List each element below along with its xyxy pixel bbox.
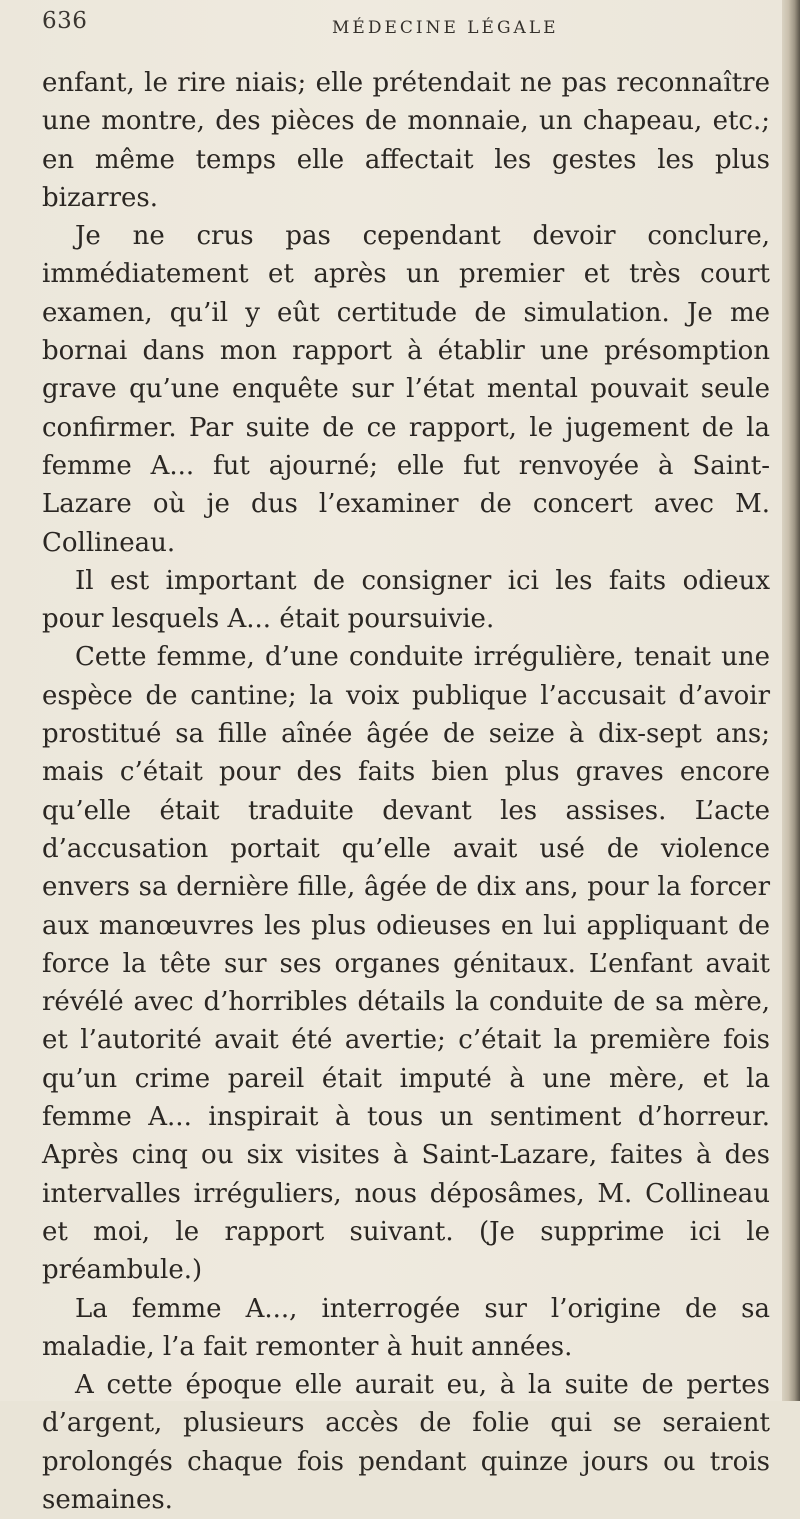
page-header (42, 8, 772, 48)
running-title: MÉDECINE LÉGALE (332, 18, 559, 38)
paragraph: enfant, le rire niais; elle prétendait ne pas reconnaître une montre, des pièces de monnaie, un chapeau, etc.; en même temps elle affectait les gestes les plus bizarres. (42, 68, 770, 213)
page-edge-shadow (782, 0, 800, 1401)
page-number: 636 (42, 8, 88, 34)
paragraph: Il est important de consigner ici les faits odieux pour lesquels A... était poursuivie. (42, 565, 770, 635)
paragraph: La femme A..., interrogée sur l’origine de sa maladie, l’a fait remonter à huit années. (42, 1293, 770, 1362)
paragraph: Cette femme, d’une conduite irrégulière, tenait une espèce de cantine; la voix publique l’accusait d’avoir prostitué sa fille aînée âgée de seize à dix-sept ans; mais c’était pour des faits bien plus graves encore qu’elle était traduite devant les assises. L’acte d’accusation portait qu’elle avait usé de violence envers sa dernière fille, âgée de dix ans, pour la forcer aux manœuvres les plus odieuses en lui appliquant de force la tête sur ses organes génitaux. L’enfant avait révélé avec d’horribles détails la conduite de sa mère, et l’autorité avait été avertie; c’était la première fois qu’un crime pareil était imputé à une mère, et la femme A... inspirait à tous un sentiment d’horreur. Après cinq ou six visites à Saint-Lazare, faites à des intervalles irréguliers, nous déposâmes, M. Collineau et moi, le rapport suivant. (Je supprime ici le préambule.) (42, 642, 770, 1286)
paragraph: Je ne crus pas cependant devoir conclure, immédiatement et après un premier et très court examen, qu’il y eût certitude de simulation. Je me bornai dans mon rapport à établir une présomption grave qu’une enquête sur l’état mental pouvait seule confirmer. Par suite de ce rapport, le jugement de la femme A... fut ajourné; elle fut renvoyée à Saint-Lazare où je dus l’examiner de concert avec M. Collineau. (42, 221, 770, 558)
body-text (42, 64, 770, 1519)
paragraph: A cette époque elle aurait eu, à la suite de pertes d’argent, plusieurs accès de folie qui se seraient prolongés chaque fois pendant quinze jours ou trois semaines. (42, 1370, 770, 1515)
